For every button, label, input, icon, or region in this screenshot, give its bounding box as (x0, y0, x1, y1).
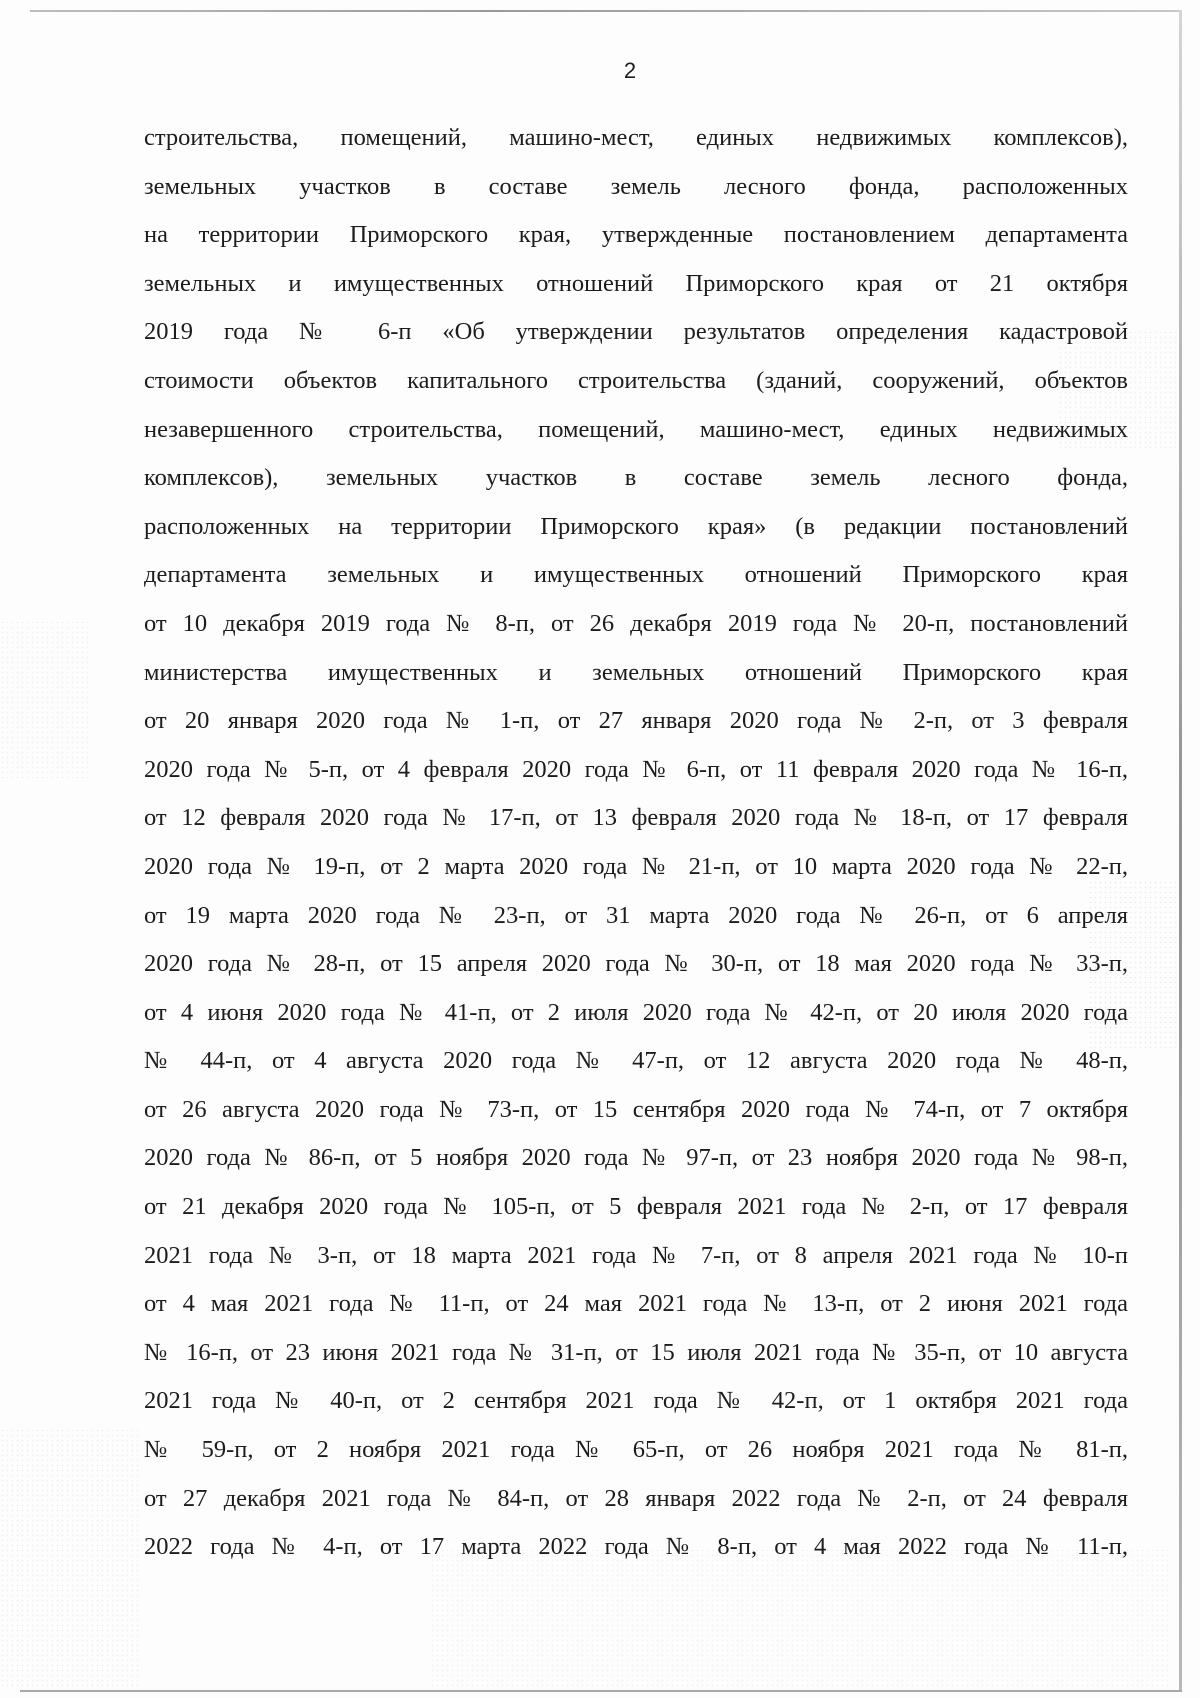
text-line: № 44-п, от 4 августа 2020 года № 47-п, от 12 августа 2020 года № 48-п, (144, 1047, 1128, 1075)
text-line: незавершенного строительства, помещений, машино-мест, единых недвижимых (144, 415, 1128, 443)
text-line: от 27 декабря 2021 года № 84-п, от 28 января 2022 года № 2-п, от 24 февраля (144, 1484, 1128, 1512)
text-line: стоимости объектов капитального строительства (зданий, сооружений, объектов (144, 366, 1128, 394)
text-line: от 19 марта 2020 года № 23-п, от 31 марта 2020 года № 26-п, от 6 апреля (144, 901, 1128, 929)
text-line: 2022 года № 4-п, от 17 марта 2022 года № 8-п, от 4 мая 2022 года № 11-п, (144, 1533, 1128, 1561)
text-line: 2020 года № 86-п, от 5 ноября 2020 года № 97-п, от 23 ноября 2020 года № 98-п, (144, 1144, 1128, 1172)
text-line: 2019 года № 6-п «Об утверждении результатов определения кадастровой (144, 318, 1128, 346)
text-line: № 16-п, от 23 июня 2021 года № 31-п, от 15 июля 2021 года № 35-п, от 10 августа (144, 1338, 1128, 1366)
text-line: 2021 года № 40-п, от 2 сентября 2021 года № 42-п, от 1 октября 2021 года (144, 1387, 1128, 1415)
text-line: от 20 января 2020 года № 1-п, от 27 января 2020 года № 2-п, от 3 февраля (144, 707, 1128, 735)
text-line: № 59-п, от 2 ноября 2021 года № 65-п, от 26 ноября 2021 года № 81-п, (144, 1436, 1128, 1464)
text-line: расположенных на территории Приморского края» (в редакции постановлений (144, 512, 1128, 540)
text-line: департамента земельных и имущественных отношений Приморского края (144, 561, 1128, 589)
page-number: 2 (623, 58, 637, 83)
scan-edge-bottom (20, 1690, 1182, 1692)
text-line: 2020 года № 28-п, от 15 апреля 2020 года № 30-п, от 18 мая 2020 года № 33-п, (144, 950, 1128, 978)
scan-edge-right (1179, 10, 1182, 1692)
text-line: земельных и имущественных отношений Приморского края от 21 октября (144, 269, 1128, 297)
text-line: от 4 мая 2021 года № 11-п, от 24 мая 2021 года № 13-п, от 2 июня 2021 года (144, 1290, 1128, 1318)
text-line: 2020 года № 5-п, от 4 февраля 2020 года № 6-п, от 11 февраля 2020 года № 16-п, (144, 755, 1128, 783)
scan-noise (0, 620, 90, 780)
text-line: на территории Приморского края, утвержденные постановлением департамента (144, 221, 1128, 249)
body-text (144, 114, 1128, 1572)
text-line: строительства, помещений, машино-мест, единых недвижимых комплексов), (144, 124, 1128, 151)
scan-edge-top (30, 10, 1182, 12)
text-line: земельных участков в составе земель лесного фонда, расположенных (144, 172, 1128, 200)
text-line: от 10 декабря 2019 года № 8-п, от 26 декабря 2019 года № 20-п, постановлений (144, 609, 1128, 637)
text-line: комплексов), земельных участков в составе земель лесного фонда, (144, 464, 1128, 492)
text-line: от 26 августа 2020 года № 73-п, от 15 сентября 2020 года № 74-п, от 7 октября (144, 1095, 1128, 1123)
scan-noise (0, 1428, 140, 1688)
text-line: от 4 июня 2020 года № 41-п, от 2 июля 2020 года № 42-п, от 20 июля 2020 года (144, 998, 1128, 1026)
text-line: от 21 декабря 2020 года № 105-п, от 5 февраля 2021 года № 2-п, от 17 февраля (144, 1193, 1128, 1221)
text-line: от 12 февраля 2020 года № 17-п, от 13 февраля 2020 года № 18-п, от 17 февраля (144, 804, 1128, 832)
text-line: министерства имущественных и земельных отношений Приморского края (144, 658, 1128, 686)
text-line: 2020 года № 19-п, от 2 марта 2020 года № 21-п, от 10 марта 2020 года № 22-п, (144, 852, 1128, 880)
text-line: 2021 года № 3-п, от 18 марта 2021 года № 7-п, от 8 апреля 2021 года № 10-п (144, 1241, 1128, 1269)
